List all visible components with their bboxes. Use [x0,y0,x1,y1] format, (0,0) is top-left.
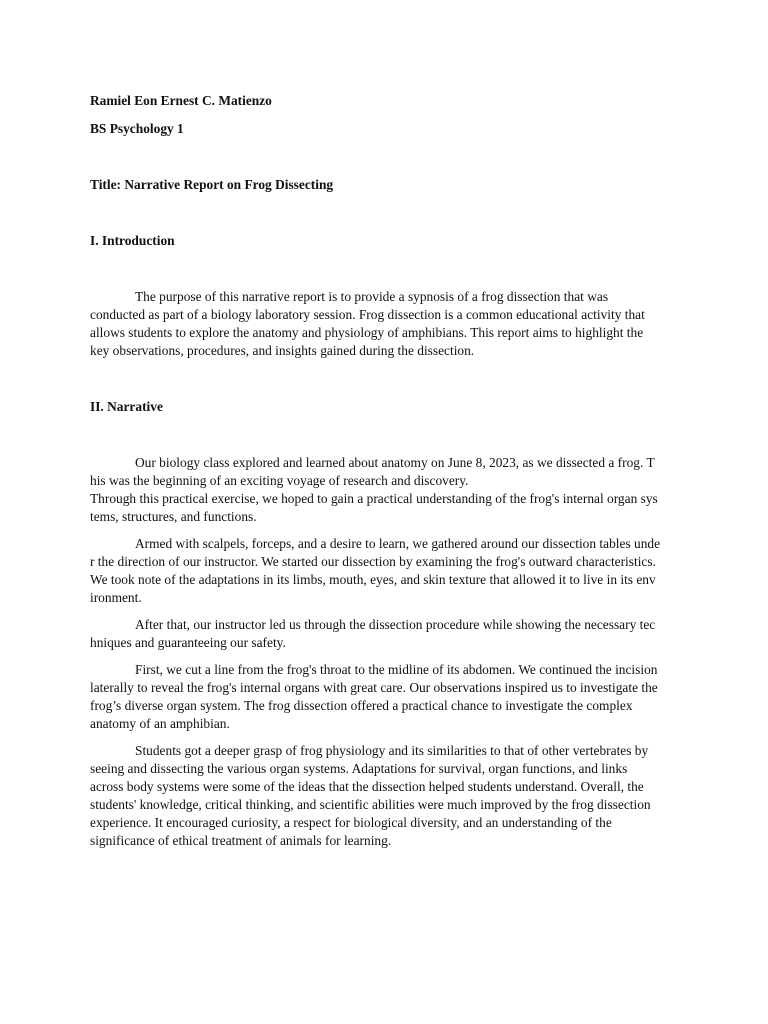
narrative-line: We took note of the adaptations in its limbs, mouth, eyes, and skin texture that allowed it to live in its env [90,572,656,587]
narrative-paragraph [90,454,680,526]
narrative-paragraph [90,661,680,733]
narrative-line: students' knowledge, critical thinking, and scientific abilities were much improved by the frog dissection [90,797,651,812]
introduction-line: allows students to explore the anatomy and physiology of amphibians. This report aims to highlight the [90,325,644,340]
narrative-paragraph [90,742,680,850]
narrative-line: significance of ethical treatment of animals for learning. [90,833,392,848]
narrative-line: r the direction of our instructor. We started our dissection by examining the frog's outward characteristics. [90,554,656,569]
narrative-line: hniques and guaranteeing our safety. [90,635,286,650]
narrative-line: Students got a deeper grasp of frog physiology and its similarities to that of other vertebrates by [135,743,649,758]
narrative-line: laterally to reveal the frog's internal organs with great care. Our observations inspired us to investigate the [90,680,658,695]
introduction-line: conducted as part of a biology laboratory session. Frog dissection is a common educational activity that [90,307,645,322]
author-program: BS Psychology 1 [90,121,184,136]
narrative-line: anatomy of an amphibian. [90,716,230,731]
narrative-line: across body systems were some of the ideas that the dissection helped students understand. Overall, the [90,779,644,794]
narrative-line: experience. It encouraged curiosity, a respect for biological diversity, and an understanding of the [90,815,612,830]
narrative-paragraph [90,535,680,607]
narrative-line: ironment. [90,590,142,605]
introduction-heading: I. Introduction [90,233,175,248]
narrative-line: frog’s diverse organ system. The frog dissection offered a practical chance to investigate the complex [90,698,633,713]
narrative-line: Our biology class explored and learned about anatomy on June 8, 2023, as we dissected a frog. T [135,455,655,470]
narrative-line: seeing and dissecting the various organ systems. Adaptations for survival, organ functions, and links [90,761,628,776]
narrative-paragraph [90,616,680,652]
narrative-heading: II. Narrative [90,399,163,414]
narrative-line: Armed with scalpels, forceps, and a desire to learn, we gathered around our dissection tables unde [135,536,661,551]
introduction-paragraph [90,288,680,360]
introduction-line: The purpose of this narrative report is to provide a sypnosis of a frog dissection that was [135,289,609,304]
narrative-line: First, we cut a line from the frog's throat to the midline of its abdomen. We continued the incision [135,662,658,677]
introduction-line: key observations, procedures, and insights gained during the dissection. [90,343,475,358]
document-body [90,92,680,850]
report-title: Title: Narrative Report on Frog Dissecting [90,177,334,192]
narrative-line: his was the beginning of an exciting voyage of research and discovery. [90,473,469,488]
author-name: Ramiel Eon Ernest C. Matienzo [90,93,272,108]
narrative-line: tems, structures, and functions. [90,509,257,524]
narrative-line: Through this practical exercise, we hoped to gain a practical understanding of the frog's internal organ sys [90,491,658,506]
narrative-line: After that, our instructor led us through the dissection procedure while showing the necessary tec [135,617,656,632]
